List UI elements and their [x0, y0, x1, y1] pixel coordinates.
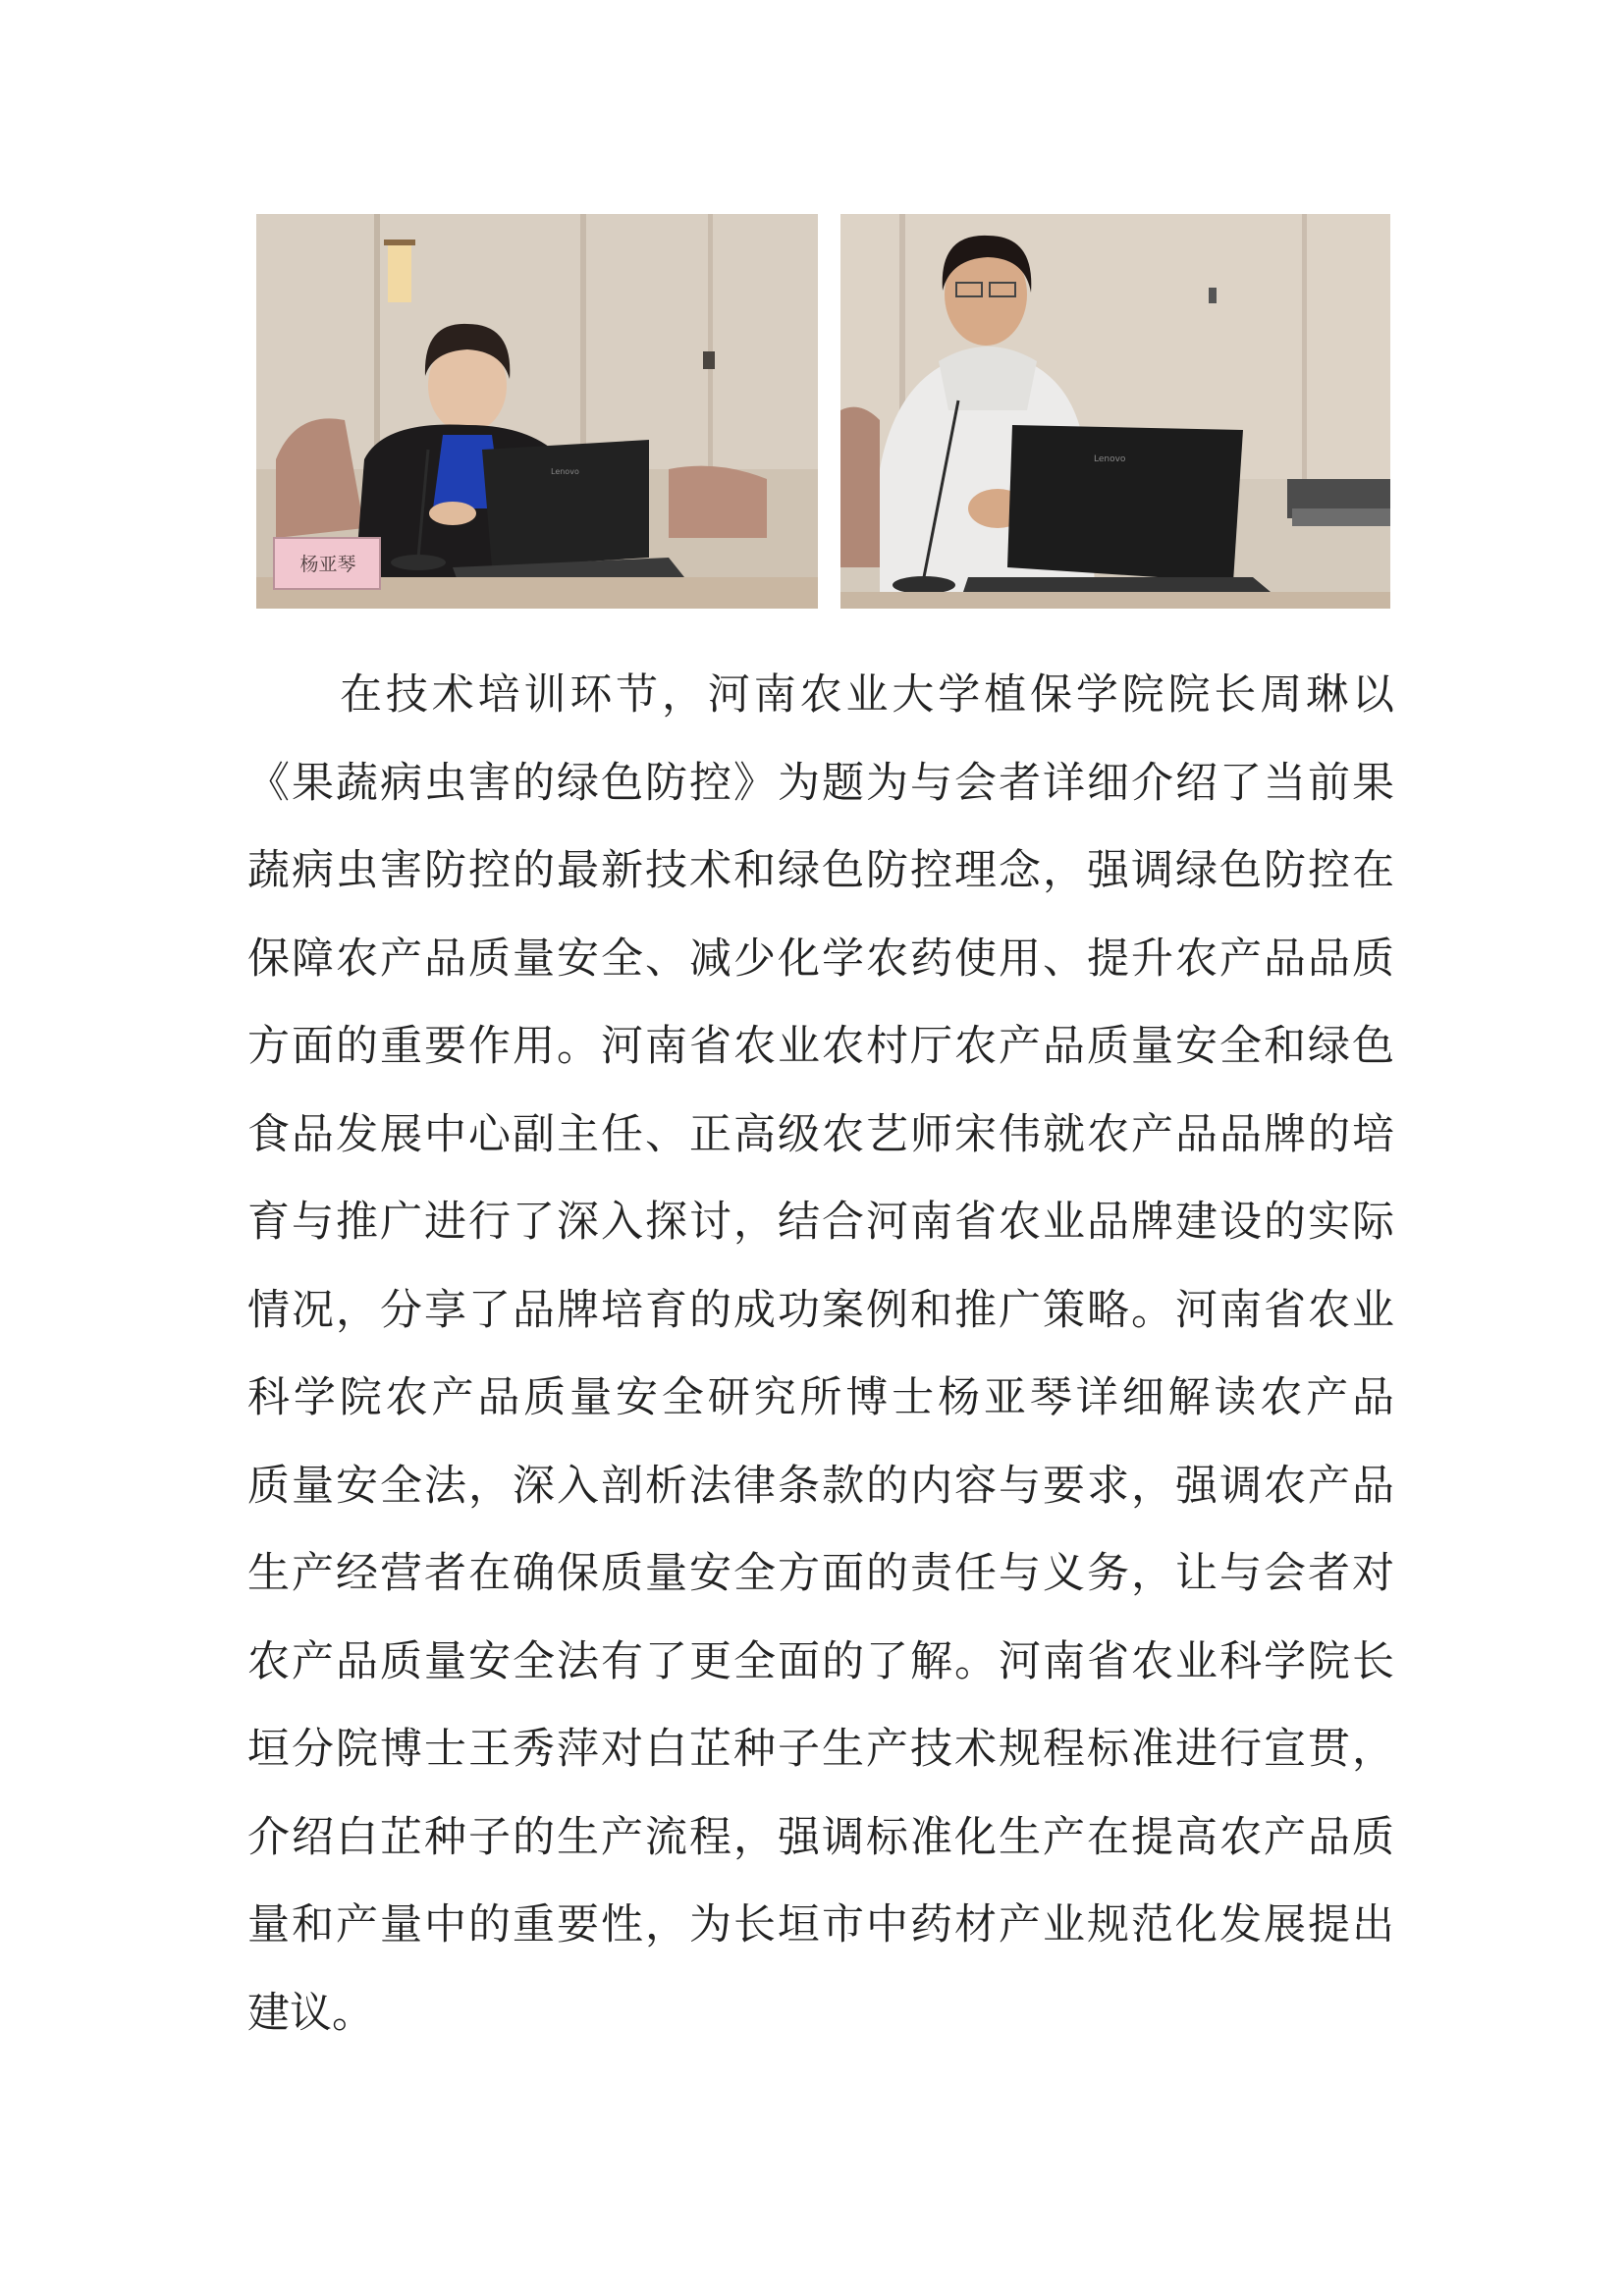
paragraph-line: 蔬病虫害防控的最新技术和绿色防控理念，强调绿色防控在	[247, 846, 1394, 895]
paragraph-line: 情况，分享了品牌培育的成功案例和推广策略。河南省农业	[247, 1285, 1394, 1335]
paragraph-line: 方面的重要作用。河南省农业农村厅农产品质量安全和绿色	[247, 1022, 1394, 1071]
laptop-logo: Lenovo	[551, 467, 579, 476]
article-paragraph	[247, 652, 1394, 2057]
photo-presenter-right	[840, 214, 1390, 609]
paragraph-line: 质量安全法，深入剖析法律条款的内容与要求，强调农产品	[247, 1461, 1394, 1511]
name-placard-text: 杨亚琴	[299, 554, 356, 575]
paragraph-line: 垣分院博士王秀萍对白芷种子生产技术规程标准进行宣贯，	[247, 1725, 1394, 1774]
paragraph-line: 保障农产品质量安全、减少化学农药使用、提升农产品品质	[247, 934, 1394, 984]
paragraph-line: 食品发展中心副主任、正高级农艺师宋伟就农产品品牌的培	[247, 1109, 1394, 1159]
paragraph-line: 《果蔬病虫害的绿色防控》为题为与会者详细介绍了当前果	[247, 758, 1394, 808]
paragraph-line: 介绍白芷种子的生产流程，强调标准化生产在提高农产品质	[247, 1812, 1394, 1862]
paragraph-line: 育与推广进行了深入探讨，结合河南省农业品牌建设的实际	[247, 1198, 1394, 1247]
laptop-logo: Lenovo	[1094, 454, 1126, 464]
paragraph-line: 生产经营者在确保质量安全方面的责任与义务，让与会者对	[247, 1549, 1394, 1598]
paragraph-line: 农产品质量安全法有了更全面的了解。河南省农业科学院长	[247, 1636, 1394, 1686]
meeting-photo-right	[840, 214, 1390, 609]
paragraph-line: 建议。	[247, 1988, 374, 2038]
photo-presenter-left	[256, 214, 818, 609]
paragraph-line: 在技术培训环节，河南农业大学植保学院院长周琳以	[340, 670, 1394, 720]
paragraph-line: 量和产量中的重要性，为长垣市中药材产业规范化发展提出	[247, 1900, 1394, 1949]
paragraph-line: 科学院农产品质量安全研究所博士杨亚琴详细解读农产品	[247, 1373, 1394, 1422]
